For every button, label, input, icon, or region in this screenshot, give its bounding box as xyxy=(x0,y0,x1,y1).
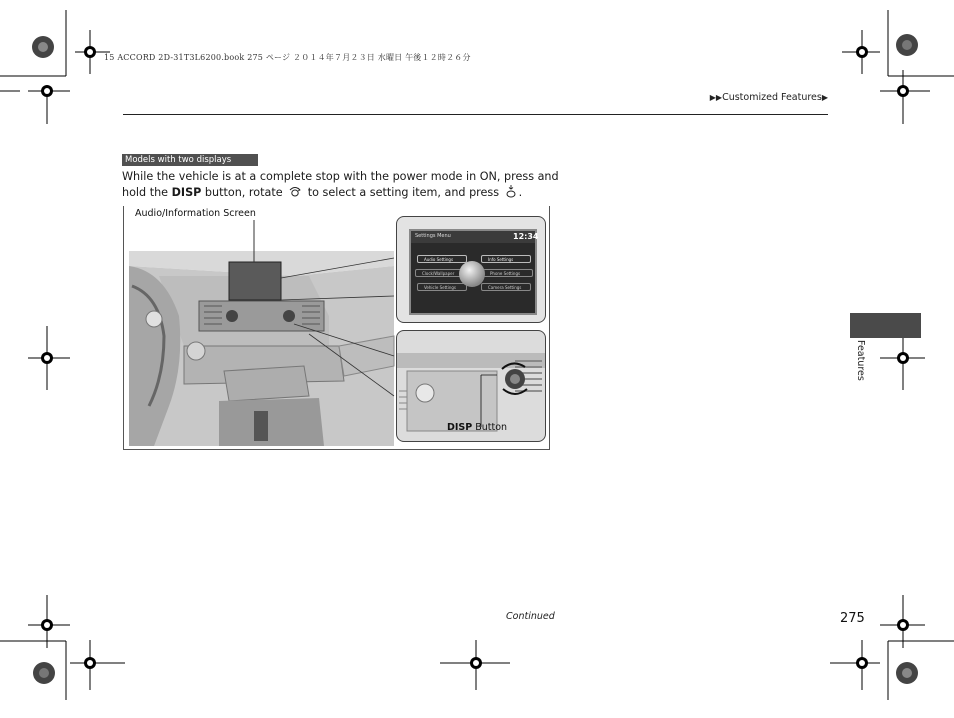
disp-label: DISP xyxy=(171,186,202,199)
breadcrumb-end-arrow: ▶ xyxy=(821,93,828,102)
header-rule xyxy=(123,114,828,115)
settings-screen xyxy=(409,229,537,315)
screen-title: Settings Menu xyxy=(415,233,451,239)
menu-item-clock[interactable]: Clock/Wallpaper xyxy=(415,269,465,277)
section-side-label: Features xyxy=(855,340,866,381)
breadcrumb xyxy=(710,92,828,103)
instruction-part1: While the vehicle is at a complete stop with the power mode in ON, press and hold the xyxy=(122,170,559,199)
breadcrumb-label[interactable]: Customized Features xyxy=(722,92,822,103)
rotate-knob-icon xyxy=(288,185,302,198)
instruction-part3: to select a setting item, and press xyxy=(304,186,503,199)
screen-clock: 12:34 xyxy=(513,232,539,241)
menu-item-camera[interactable]: Camera Settings xyxy=(481,283,531,291)
press-knob-icon xyxy=(505,185,517,198)
instruction-end: . xyxy=(518,186,523,199)
disp-button-bold: DISP xyxy=(447,422,473,433)
continued-label: Continued xyxy=(506,611,555,622)
model-tag: Models with two displays xyxy=(122,154,258,166)
screen-callout-label: Audio/Information Screen xyxy=(135,208,256,219)
screen-zoom-inset xyxy=(396,216,546,323)
dashboard-figure xyxy=(123,206,550,450)
disp-button-rest: Button xyxy=(472,422,508,433)
instruction-part2: button, rotate xyxy=(201,186,287,199)
book-meta: 15 ACCORD 2D-31T3L6200.book 275 ページ ２０１４年７月２３日 水曜日 午後１２時２６分 xyxy=(104,53,471,62)
menu-item-audio[interactable]: Audio Settings xyxy=(417,255,467,263)
breadcrumb-arrows: ▶▶ xyxy=(709,93,723,102)
selector-knob-graphic xyxy=(459,261,485,287)
section-tab xyxy=(850,313,921,338)
disp-button-callout xyxy=(447,422,507,433)
page-number: 275 xyxy=(840,611,865,626)
menu-item-vehicle[interactable]: Vehicle Settings xyxy=(417,283,467,291)
instruction-text xyxy=(122,169,562,201)
menu-item-phone[interactable]: Phone Settings xyxy=(483,269,533,277)
menu-item-info[interactable]: Info Settings xyxy=(481,255,531,263)
